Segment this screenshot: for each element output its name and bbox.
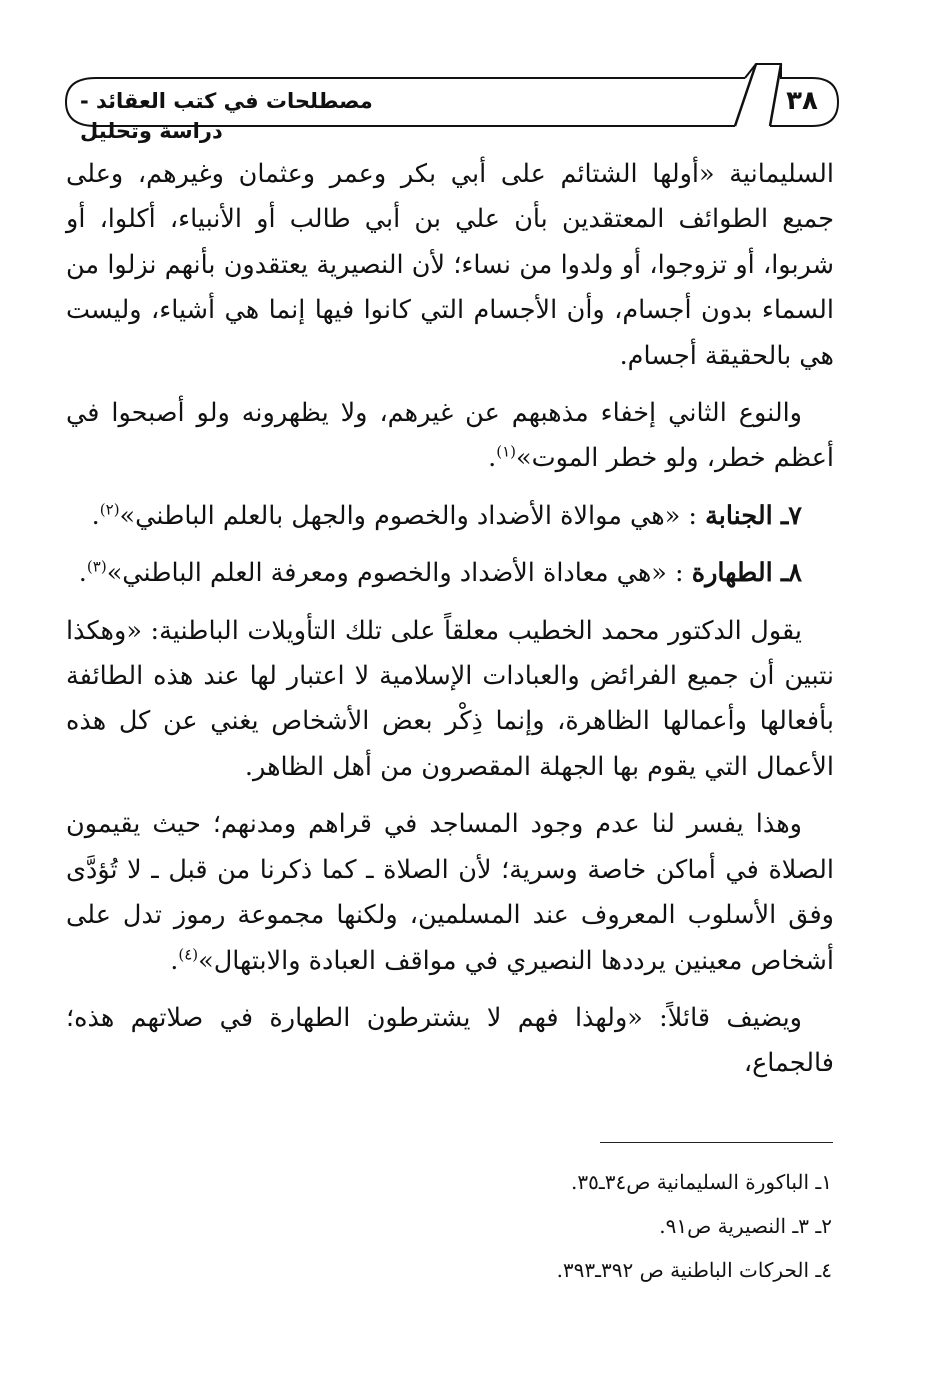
paragraph-quote-khatib-text: يقول الدكتور محمد الخطيب معلقاً على تلك التأويلات الباطنية: «وهكذا نتبين أن جميع الفرائض والعبادات الإسلامية لا اعتبار لها عند هذه الطائفة بأفعالها وأعمالها الظاهرة، وإنما ذِكْر بعض الأشخاص يغني عن كل هذه الأعمال التي يقوم بها الجهلة المقصرون من أهل الظاهر. <box>66 615 834 782</box>
footnote-ref-1: (١) <box>496 442 517 461</box>
page-number: ٣٨ <box>786 86 818 116</box>
footnote-1: ١ـ الباكورة السليمانية ص٣٤ـ٣٥. <box>571 1170 832 1194</box>
paragraph-quote-khatib <box>66 609 834 791</box>
footnotes <box>380 1160 832 1292</box>
body-text <box>66 152 834 1087</box>
paragraph-mosques-text: وهذا يفسر لنا عدم وجود المساجد في قراهم ومدنهم؛ حيث يقيمون الصلاة في أماكن خاصة وسرية؛ لأن الصلاة ـ كما ذكرنا من قبل ـ لا تُؤدَّى وفق الأسلوب المعروف عند المسلمين، ولكنها مجموعة رموز تدل على أشخاص معينين يرددها النصيري في مواقف العبادة والابتهال» <box>66 809 834 976</box>
footnote-ref-3: (٣) <box>86 557 107 576</box>
list-item-8-term: الطهارة <box>691 558 773 589</box>
footnote-3: ٤ـ الحركات الباطنية ص ٣٩٢ـ٣٩٣. <box>556 1258 832 1282</box>
paragraph-mosques: وهذا يفسر لنا عدم وجود المساجد في قراهم ومدنهم؛ حيث يقيمون الصلاة في أماكن خاصة وسرية؛ لأن الصلاة ـ كما ذكرنا من قبل ـ لا تُؤدَّى وفق الأسلوب المعروف عند المسلمين، ولكنها مجموعة رموز تدل على أشخاص معينين يرددها النصيري في مواقف العبادة والابتهال»$^{(٤)}$. <box>66 809 834 976</box>
header-slash-1 <box>735 64 756 126</box>
paragraph-2-text: والنوع الثاني إخفاء مذهبهم عن غيرهم، ولا يظهرونه ولو أصبحوا في أعظم خطر، ولو خطر الموت» <box>66 398 834 474</box>
paragraph-1 <box>66 152 834 379</box>
list-item-7-number: ٧ـ <box>780 500 802 531</box>
paragraph-continuation-text: ويضيف قائلاً: «ولهذا فهم لا يشترطون الطهارة في صلاتهم هذه؛ فالجماع، <box>66 1002 834 1079</box>
list-item-8: ٨ـ الطهارة : «هي معاداة الأضداد والخصوم ومعرفة العلم الباطني»$^{(٣)}$. <box>78 557 802 589</box>
footnote-separator <box>600 1142 833 1143</box>
footnote-ref-2: (٢) <box>99 500 120 519</box>
paragraph-2: والنوع الثاني إخفاء مذهبهم عن غيرهم، ولا يظهرونه ولو أصبحوا في أعظم خطر، ولو خطر الموت»$^{(١)}$. <box>66 398 834 474</box>
footnote-2: ٢ـ ٣ـ النصيرية ص٩١. <box>659 1214 832 1238</box>
list-item-7: ٧ـ الجنابة : «هي موالاة الأضداد والخصوم والجهل بالعلم الباطني»$^{(٢)}$. <box>91 500 802 531</box>
paragraph-continuation <box>66 996 834 1087</box>
running-header-title-text: مصطلحات في كتب العقائد - دراسة وتحليل <box>80 89 373 143</box>
paragraph-1-text: السليمانية «أولها الشتائم على أبي بكر وعمر وعثمان وغيرهم، وعلى جميع الطوائف المعتقدين بأن علي بن أبي طالب أو الأنبياء، أكلوا، أو شربوا، أو تزوجوا، أو ولدوا من نساء؛ لأن النصيرية يعتقدون بأنهم نزلوا من السماء بدون أجسام، وأن الأجسام التي كانوا فيها إنما هي أشياء، وليست هي بالحقيقة أجسام. <box>66 159 834 371</box>
running-header-title <box>80 86 440 146</box>
footnote-ref-4: (٤) <box>178 945 199 963</box>
list-item-7-term: الجنابة <box>705 500 773 531</box>
list-item-8-text: : «هي معاداة الأضداد والخصوم ومعرفة العلم الباطني» <box>106 558 684 589</box>
list-item-8-number: ٨ـ <box>780 558 802 589</box>
list-item-7-text: : «هي موالاة الأضداد والخصوم والجهل بالعلم الباطني» <box>119 500 698 531</box>
